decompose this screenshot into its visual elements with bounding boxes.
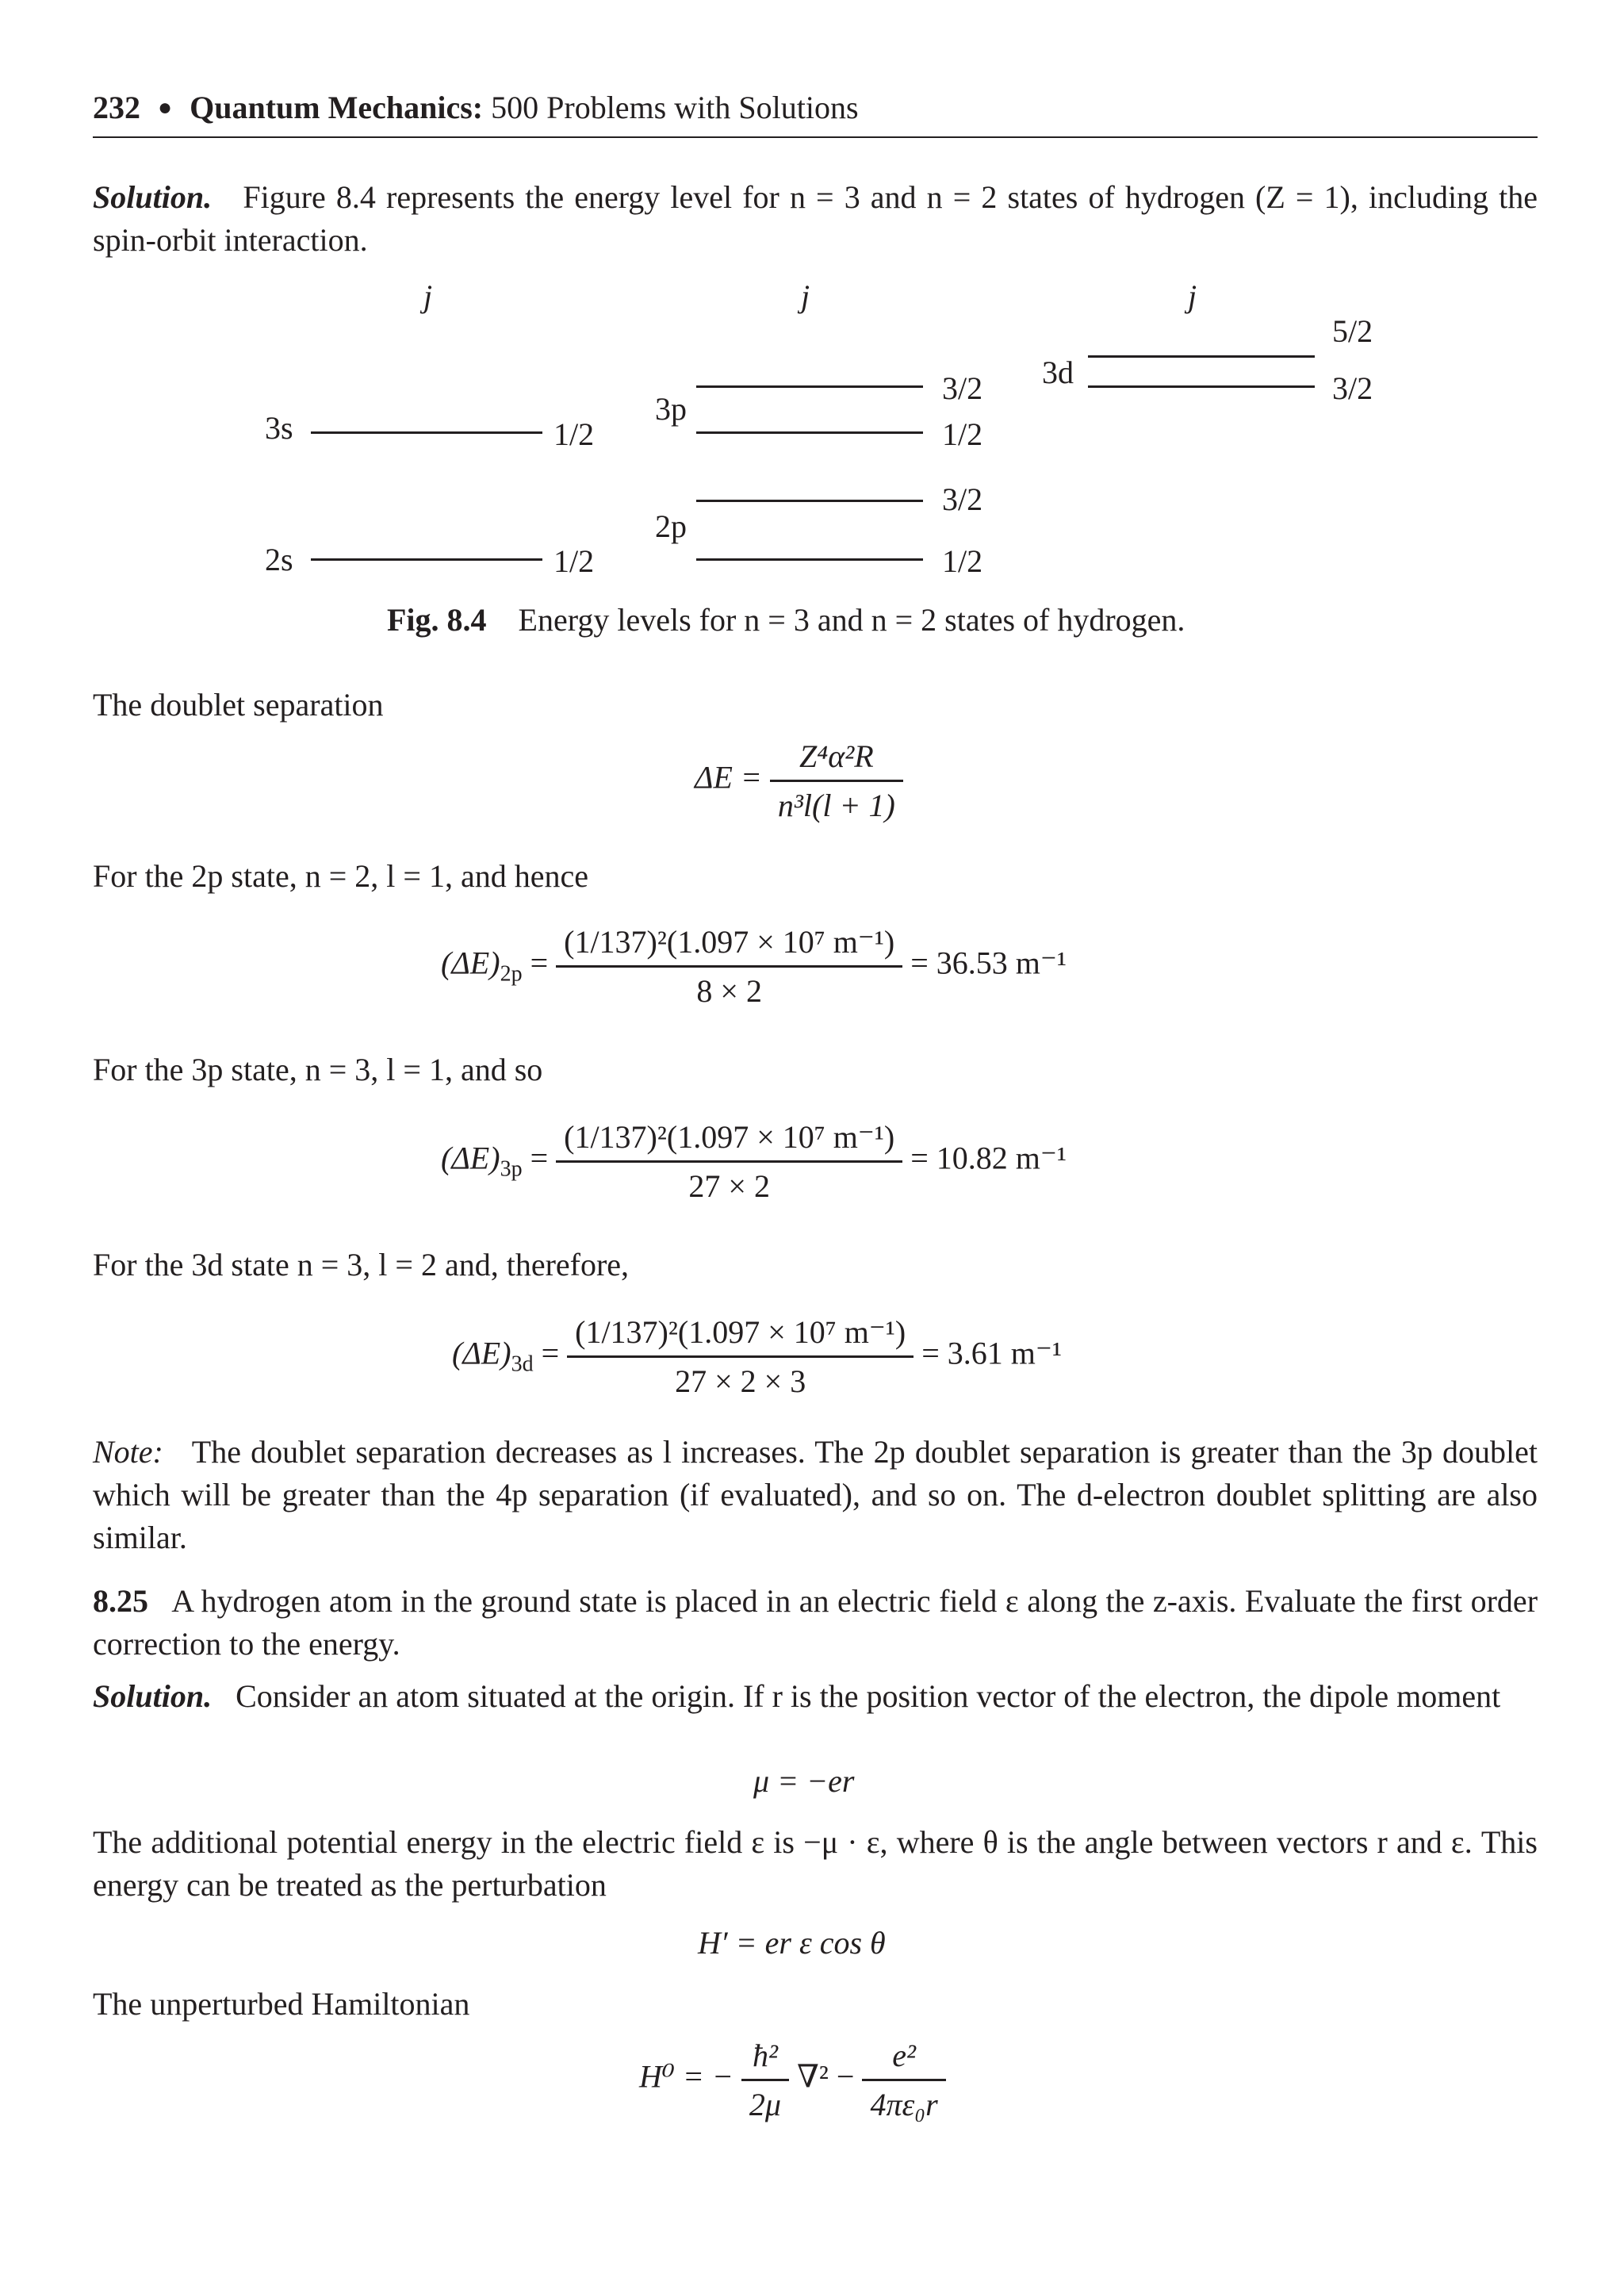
equation-hamiltonian-coulomb-denominator: 4πε₀r [862, 2079, 945, 2123]
level-line-3d-3-2 [1088, 385, 1315, 388]
running-header [93, 89, 859, 126]
problem-text: A hydrogen atom in the ground state is placed in an electric field ε along the z-axis. Evaluate the first order correction to the energy. [93, 1583, 1538, 1662]
book-subtitle: 500 Problems with Solutions [491, 90, 859, 125]
equation-3p-denominator: 27 × 2 [556, 1160, 902, 1205]
equation-3d: $(\Delta E)_{3d}$ = $\frac{\text{(1/137)²(1.097 × 10⁷ m⁻¹)}}{27 \times 2 \times 3}$ = 3.61 m⁻¹ [452, 1314, 1063, 1399]
equation-3d-lhs: (ΔE) [452, 1335, 511, 1371]
level-line-2s [311, 558, 542, 561]
equation-hamiltonian-laplacian: ∇² − [796, 2058, 855, 2095]
book-title: Quantum Mechanics: [190, 90, 484, 125]
equation-2p: $(\Delta E)_{2p}$ = $\frac{\text{(1/137)²(1.097 × 10⁷ m⁻¹)}}{8 \times 2}$ = 36.53 m⁻¹ [441, 924, 1067, 1009]
text-doublet-separation: The doublet separation [93, 687, 384, 723]
equation-3p-lhs: (ΔE) [441, 1140, 500, 1176]
equation-delta-e-fraction [770, 738, 903, 824]
equation-3p-numerator: (1/137)²(1.097 × 10⁷ m⁻¹) [564, 1119, 895, 1155]
j-value-3d-upper: 5/2 [1332, 313, 1373, 349]
level-label-2p: 2p [655, 508, 687, 544]
equation-3d-subscript: 3d [511, 1351, 534, 1377]
text-2p-state: For the 2p state, n = 2, l = 1, and hence [93, 858, 588, 894]
equation-hamiltonian-coulomb-numerator: e² [892, 2038, 916, 2073]
equation-hamiltonian-lhs: H⁰ = − [639, 2058, 733, 2095]
j-header-d: j [1188, 278, 1197, 314]
j-header-p: j [801, 278, 810, 314]
solution-paragraph-1 [93, 176, 1538, 262]
equation-hamiltonian [639, 2037, 946, 2123]
figure-caption [387, 601, 1185, 638]
figure-caption-label: Fig. 8.4 [387, 602, 487, 638]
equation-2p-result: = 36.53 m⁻¹ [910, 945, 1067, 981]
level-line-3s [311, 431, 542, 434]
level-label-3p: 3p [655, 391, 687, 427]
j-value-3d-lower: 3/2 [1332, 370, 1373, 406]
j-value-2p-lower: 1/2 [942, 543, 983, 579]
text-3p-state: For the 3p state, n = 3, l = 1, and so [93, 1052, 543, 1087]
equation-2p-numerator: (1/137)²(1.097 × 10⁷ m⁻¹) [564, 924, 895, 960]
equation-perturbation: H′ = er ε cos θ [698, 1925, 886, 1961]
j-header-s: j [423, 278, 433, 314]
j-value-2p-upper: 3/2 [942, 481, 983, 517]
equation-2p-subscript: 2p [500, 961, 523, 987]
equation-3d-result: = 3.61 m⁻¹ [921, 1335, 1063, 1371]
text-unperturbed-hamiltonian: The unperturbed Hamiltonian [93, 1986, 470, 2022]
note-label: Note: [93, 1434, 163, 1470]
equation-3p: $(\Delta E)_{3p}$ = $\frac{\text{(1/137)²(1.097 × 10⁷ m⁻¹)}}{27 \times 2}$ = 10.82 m⁻¹ [441, 1119, 1067, 1204]
equation-dipole-moment: μ = −er [753, 1763, 855, 1799]
level-line-2p-1-2 [696, 558, 923, 561]
level-line-3p-1-2 [696, 431, 923, 434]
equation-3p-fraction [556, 1118, 902, 1205]
solution-text-2: Consider an atom situated at the origin. If r is the position vector of the electron, the dipole moment [236, 1678, 1501, 1714]
equation-hamiltonian-kinetic-fraction [741, 2037, 789, 2123]
solution-label: Solution. [93, 179, 213, 215]
solution-text: Figure 8.4 represents the energy level for n = 3 and n = 2 states of hydrogen (Z = 1), including the spin-orbit interaction. [93, 179, 1538, 258]
equation-delta-e-numerator: Z⁴α²R [799, 738, 874, 774]
equation-delta-e [695, 738, 903, 824]
equation-2p-lhs: (ΔE) [441, 945, 500, 981]
level-line-3d-5-2 [1088, 355, 1315, 358]
problem-number: 8.25 [93, 1583, 148, 1619]
equation-hamiltonian-kinetic-numerator: ħ² [752, 2038, 778, 2073]
equation-3p-result: = 10.82 m⁻¹ [910, 1140, 1067, 1176]
j-value-3p-upper: 3/2 [942, 370, 983, 406]
problem-8-25 [93, 1580, 1538, 1666]
equation-hamiltonian-coulomb-fraction [862, 2037, 945, 2123]
figure-caption-text: Energy levels for n = 3 and n = 2 states of hydrogen. [518, 602, 1185, 638]
equation-delta-e-denominator: n³l(l + 1) [770, 780, 903, 824]
level-label-2s: 2s [265, 542, 293, 577]
level-label-3d: 3d [1042, 355, 1074, 390]
solution-label-2: Solution. [93, 1678, 213, 1714]
note-text: The doublet separation decreases as l increases. The 2p doublet separation is greater than the 3p doublet which will be greater than the 4p separation (if evaluated), and so on. The d-electron doublet splitting are also similar. [93, 1434, 1538, 1555]
equation-3d-fraction [567, 1313, 914, 1400]
page-number: 232 [93, 90, 140, 125]
solution-paragraph-2 [93, 1675, 1538, 1718]
equation-3d-numerator: (1/137)²(1.097 × 10⁷ m⁻¹) [575, 1314, 906, 1350]
level-line-2p-3-2 [696, 500, 923, 502]
j-value-3p-lower: 1/2 [942, 416, 983, 452]
equation-delta-e-lhs: ΔE = [695, 759, 762, 796]
equation-3d-denominator: 27 × 2 × 3 [567, 1355, 914, 1400]
equation-hamiltonian-kinetic-denominator: 2μ [741, 2079, 789, 2123]
energy-level-diagram [0, 270, 1624, 650]
j-value-2s: 1/2 [553, 543, 595, 579]
level-line-3p-3-2 [696, 385, 923, 388]
text-potential-energy: The additional potential energy in the electric field ε is −μ · ε, where θ is the angle between vectors r and ε. This energy can be treated as the perturbation [93, 1824, 1538, 1903]
bullet-separator: ● [158, 94, 173, 121]
text-3d-state: For the 3d state n = 3, l = 2 and, therefore, [93, 1247, 630, 1282]
level-label-3s: 3s [265, 410, 293, 446]
equation-2p-fraction [556, 923, 902, 1010]
j-value-3s: 1/2 [553, 416, 595, 452]
note-paragraph [93, 1431, 1538, 1559]
equation-2p-denominator: 8 × 2 [556, 965, 902, 1010]
equation-3p-subscript: 3p [500, 1156, 523, 1182]
header-rule [93, 136, 1538, 138]
